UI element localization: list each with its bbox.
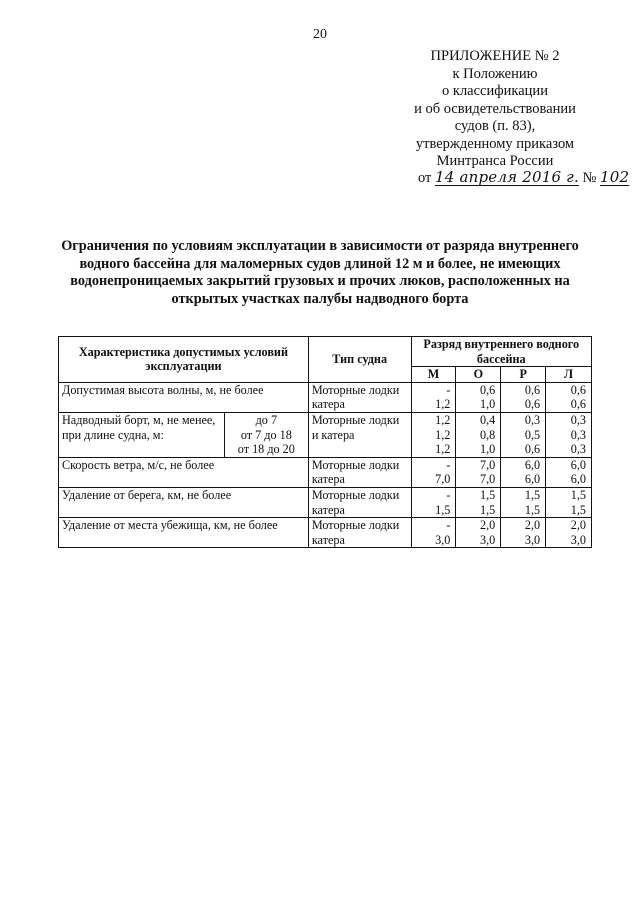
table-row [59,518,592,548]
value-cell: 0,6 0,6 [546,382,592,412]
value-cell: 2,0 3,0 [546,518,592,548]
value-cell: 1,5 1,5 [456,487,501,517]
order-number: 102 [600,168,630,186]
value-cell: 0,6 1,0 [456,382,501,412]
table-row [59,487,592,517]
characteristic-cell: Надводный борт, м, не менее, при длине судна, м: [59,412,225,457]
value-cell: 2,0 3,0 [501,518,546,548]
value-cell: 1,5 1,5 [546,487,592,517]
page-number: 20 [313,27,327,42]
header-class-l: Л [546,367,592,383]
header-characteristic: Характеристика допустимых условий эксплуатации [59,337,309,383]
restrictions-table [58,336,592,548]
appendix-line: судов (п. 83), [454,118,536,134]
header-category: Разряд внутреннего водного бассейна [411,337,591,367]
value-cell: 0,3 0,3 0,3 [546,412,592,457]
table-row [59,457,592,487]
value-cell: 1,5 1,5 [501,487,546,517]
value-cell: 6,0 6,0 [546,457,592,487]
table-row [59,382,592,412]
vessel-type-cell: Моторные лодки катера [308,518,411,548]
header-class-o: О [456,367,501,383]
value-cell: 1,2 1,2 1,2 [411,412,456,457]
table-row [59,412,592,457]
characteristic-cell: Удаление от берега, км, не более [59,487,309,517]
value-cell: 2,0 3,0 [456,518,501,548]
length-cell: до 7 от 7 до 18 от 18 до 20 [224,412,308,457]
appendix-line: утвержденному приказом [415,135,575,152]
header-vessel-type: Тип судна [308,337,411,383]
order-prefix: от [418,170,432,186]
value-cell: 7,0 7,0 [456,457,501,487]
order-number-prefix: № [582,170,597,186]
value-cell: 6,0 6,0 [501,457,546,487]
value-cell: - 3,0 [411,518,456,548]
header-class-m: М [411,367,456,383]
vessel-type-cell: Моторные лодки катера [308,487,411,517]
value-cell: 0,4 0,8 1,0 [456,412,501,457]
characteristic-cell: Скорость ветра, м/с, не более [59,457,309,487]
value-cell: - 1,5 [411,487,456,517]
appendix-block [400,48,590,171]
value-cell: 0,6 0,6 [501,382,546,412]
vessel-type-cell: Моторные лодки катера [308,382,411,412]
order-line [418,168,629,187]
vessel-type-cell: Моторные лодки и катера [308,412,411,457]
vessel-type-cell: Моторные лодки катера [308,457,411,487]
value-cell: - 7,0 [411,457,456,487]
value-cell: 0,3 0,5 0,6 [501,412,546,457]
appendix-line: о классификации [442,83,548,99]
order-date: 14 апреля 2016 г. [435,168,579,186]
header-class-r: Р [501,367,546,383]
appendix-line: и об освидетельствовании [414,100,576,117]
appendix-line: ПРИЛОЖЕНИЕ № 2 [430,48,560,64]
appendix-line: к Положению [452,65,538,82]
document-title: Ограничения по условиям эксплуатации в зависимости от разряда внутреннего водного бассейна для маломерных судов длиной 12 м и более, не имеющих водонепроницаемых закрытий грузовых и прочих люков, расположенных на открытых участках палубы надводного борта [61,238,579,307]
characteristic-cell: Допустимая высота волны, м, не более [59,382,309,412]
appendix-line: Минтранса России [436,153,554,169]
value-cell: - 1,2 [411,382,456,412]
table-header-row [59,337,592,367]
characteristic-cell: Удаление от места убежища, км, не более [59,518,309,548]
